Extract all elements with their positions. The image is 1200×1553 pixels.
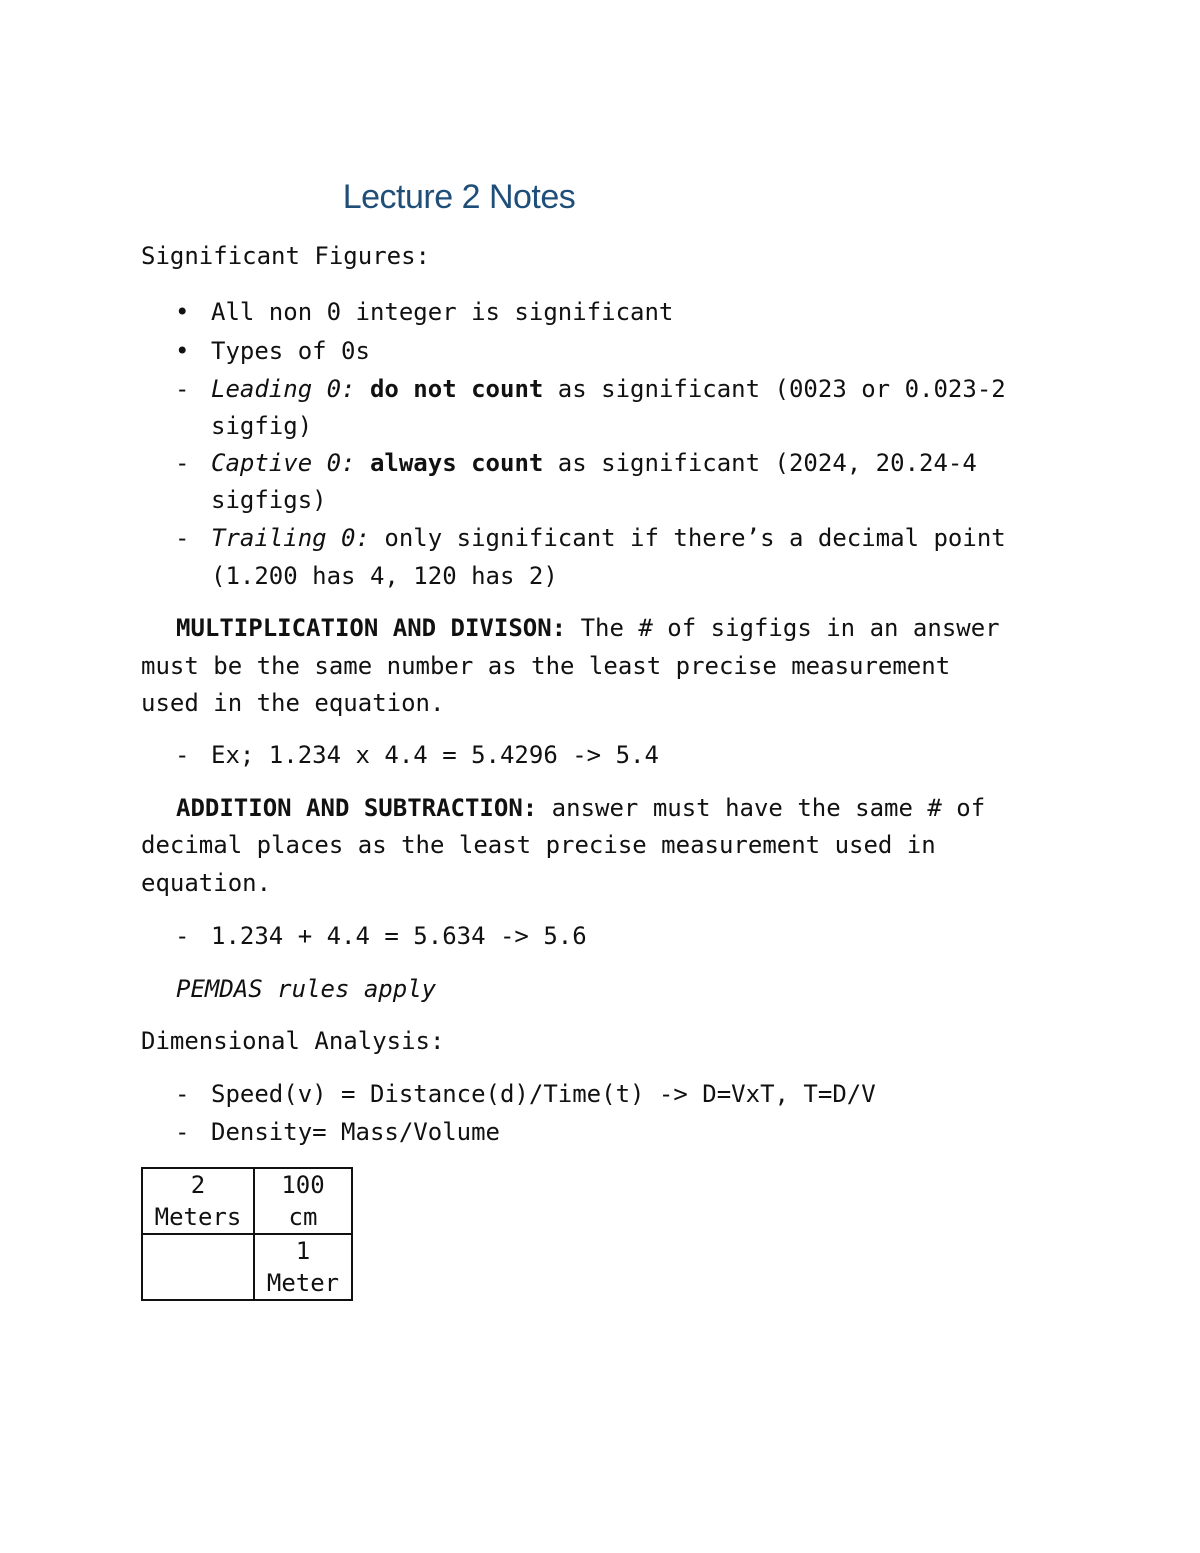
table-cell (254, 1168, 352, 1234)
add-sub-example (175, 917, 587, 955)
dash-marker: - (175, 1080, 190, 1108)
table-row (142, 1168, 352, 1234)
mult-div-paragraph-line (176, 609, 1000, 647)
leading-zero-rest: as significant (0023 or 0.023-2 (543, 375, 1006, 403)
add-sub-text-line: equation. (141, 869, 272, 897)
mult-div-example-text: Ex; 1.234 x 4.4 = 5.4296 -> 5.4 (211, 741, 659, 769)
captive-zero-term: Captive 0: (211, 449, 356, 477)
mult-div-text-line: used in the equation. (141, 689, 445, 717)
table-cell (254, 1234, 352, 1300)
bullet-icon: • (175, 337, 190, 365)
cell-value: 1 (295, 1237, 311, 1265)
leading-zero-item (175, 370, 1006, 408)
bullet-text: Types of 0s (211, 337, 370, 365)
trailing-zero-continuation: (1.200 has 4, 120 has 2) (211, 562, 558, 590)
captive-zero-item (175, 444, 977, 482)
dash-marker: - (175, 449, 190, 477)
dash-marker: - (175, 922, 190, 950)
table-cell (142, 1234, 254, 1300)
bullet-item (175, 332, 370, 370)
trailing-zero-rest: only significant if there’s a decimal point (369, 524, 1006, 552)
document-body (141, 0, 1061, 1553)
captive-zero-rest: as significant (2024, 20.24-4 (543, 449, 977, 477)
cell-value: 2 (190, 1171, 206, 1199)
cell-unit: Meters (154, 1203, 242, 1231)
table-cell (142, 1168, 254, 1234)
dimensional-item-text: Speed(v) = Distance(d)/Time(t) -> D=VxT, T=D/V (211, 1080, 876, 1108)
mult-div-example (175, 736, 659, 774)
cell-value: 100 (281, 1171, 325, 1199)
sig-figs-heading: Significant Figures: (141, 242, 430, 270)
add-sub-paragraph-line (176, 789, 985, 827)
mult-div-text-line: must be the same number as the least precise measurement (141, 652, 951, 680)
dash-marker: - (175, 524, 190, 552)
trailing-zero-item (175, 519, 1006, 557)
bullet-item (175, 293, 673, 331)
dimensional-item (175, 1075, 876, 1113)
mult-div-text: The # of sigfigs in an answer (566, 614, 1000, 642)
trailing-zero-term: Trailing 0: (211, 524, 370, 552)
page-title: Lecture 2 Notes (342, 178, 576, 216)
dash-marker: - (175, 1118, 190, 1146)
leading-zero-emphasis: do not count (369, 375, 544, 403)
pemdas-note: PEMDAS rules apply (176, 975, 437, 1003)
dash-marker: - (175, 741, 190, 769)
add-sub-label: ADDITION AND SUBTRACTION: (176, 794, 538, 822)
leading-zero-continuation: sigfig) (211, 412, 313, 440)
captive-zero-continuation: sigfigs) (211, 486, 327, 514)
table-row (142, 1234, 352, 1300)
unit-conversion-table (141, 1167, 353, 1301)
bullet-icon: • (175, 298, 190, 326)
cell-unit: Meter (266, 1269, 340, 1297)
dimensional-item (175, 1113, 500, 1151)
dash-marker: - (175, 375, 190, 403)
add-sub-text: answer must have the same # of (537, 794, 986, 822)
captive-zero-emphasis: always count (369, 449, 544, 477)
cell-unit: cm (288, 1203, 318, 1231)
mult-div-label: MULTIPLICATION AND DIVISON: (176, 614, 567, 642)
dimensional-item-text: Density= Mass/Volume (211, 1118, 500, 1146)
add-sub-example-text: 1.234 + 4.4 = 5.634 -> 5.6 (211, 922, 587, 950)
leading-zero-term: Leading 0: (211, 375, 356, 403)
add-sub-text-line: decimal places as the least precise measurement used in (141, 831, 936, 859)
bullet-text: All non 0 integer is significant (211, 298, 674, 326)
dimensional-heading: Dimensional Analysis: (141, 1027, 445, 1055)
